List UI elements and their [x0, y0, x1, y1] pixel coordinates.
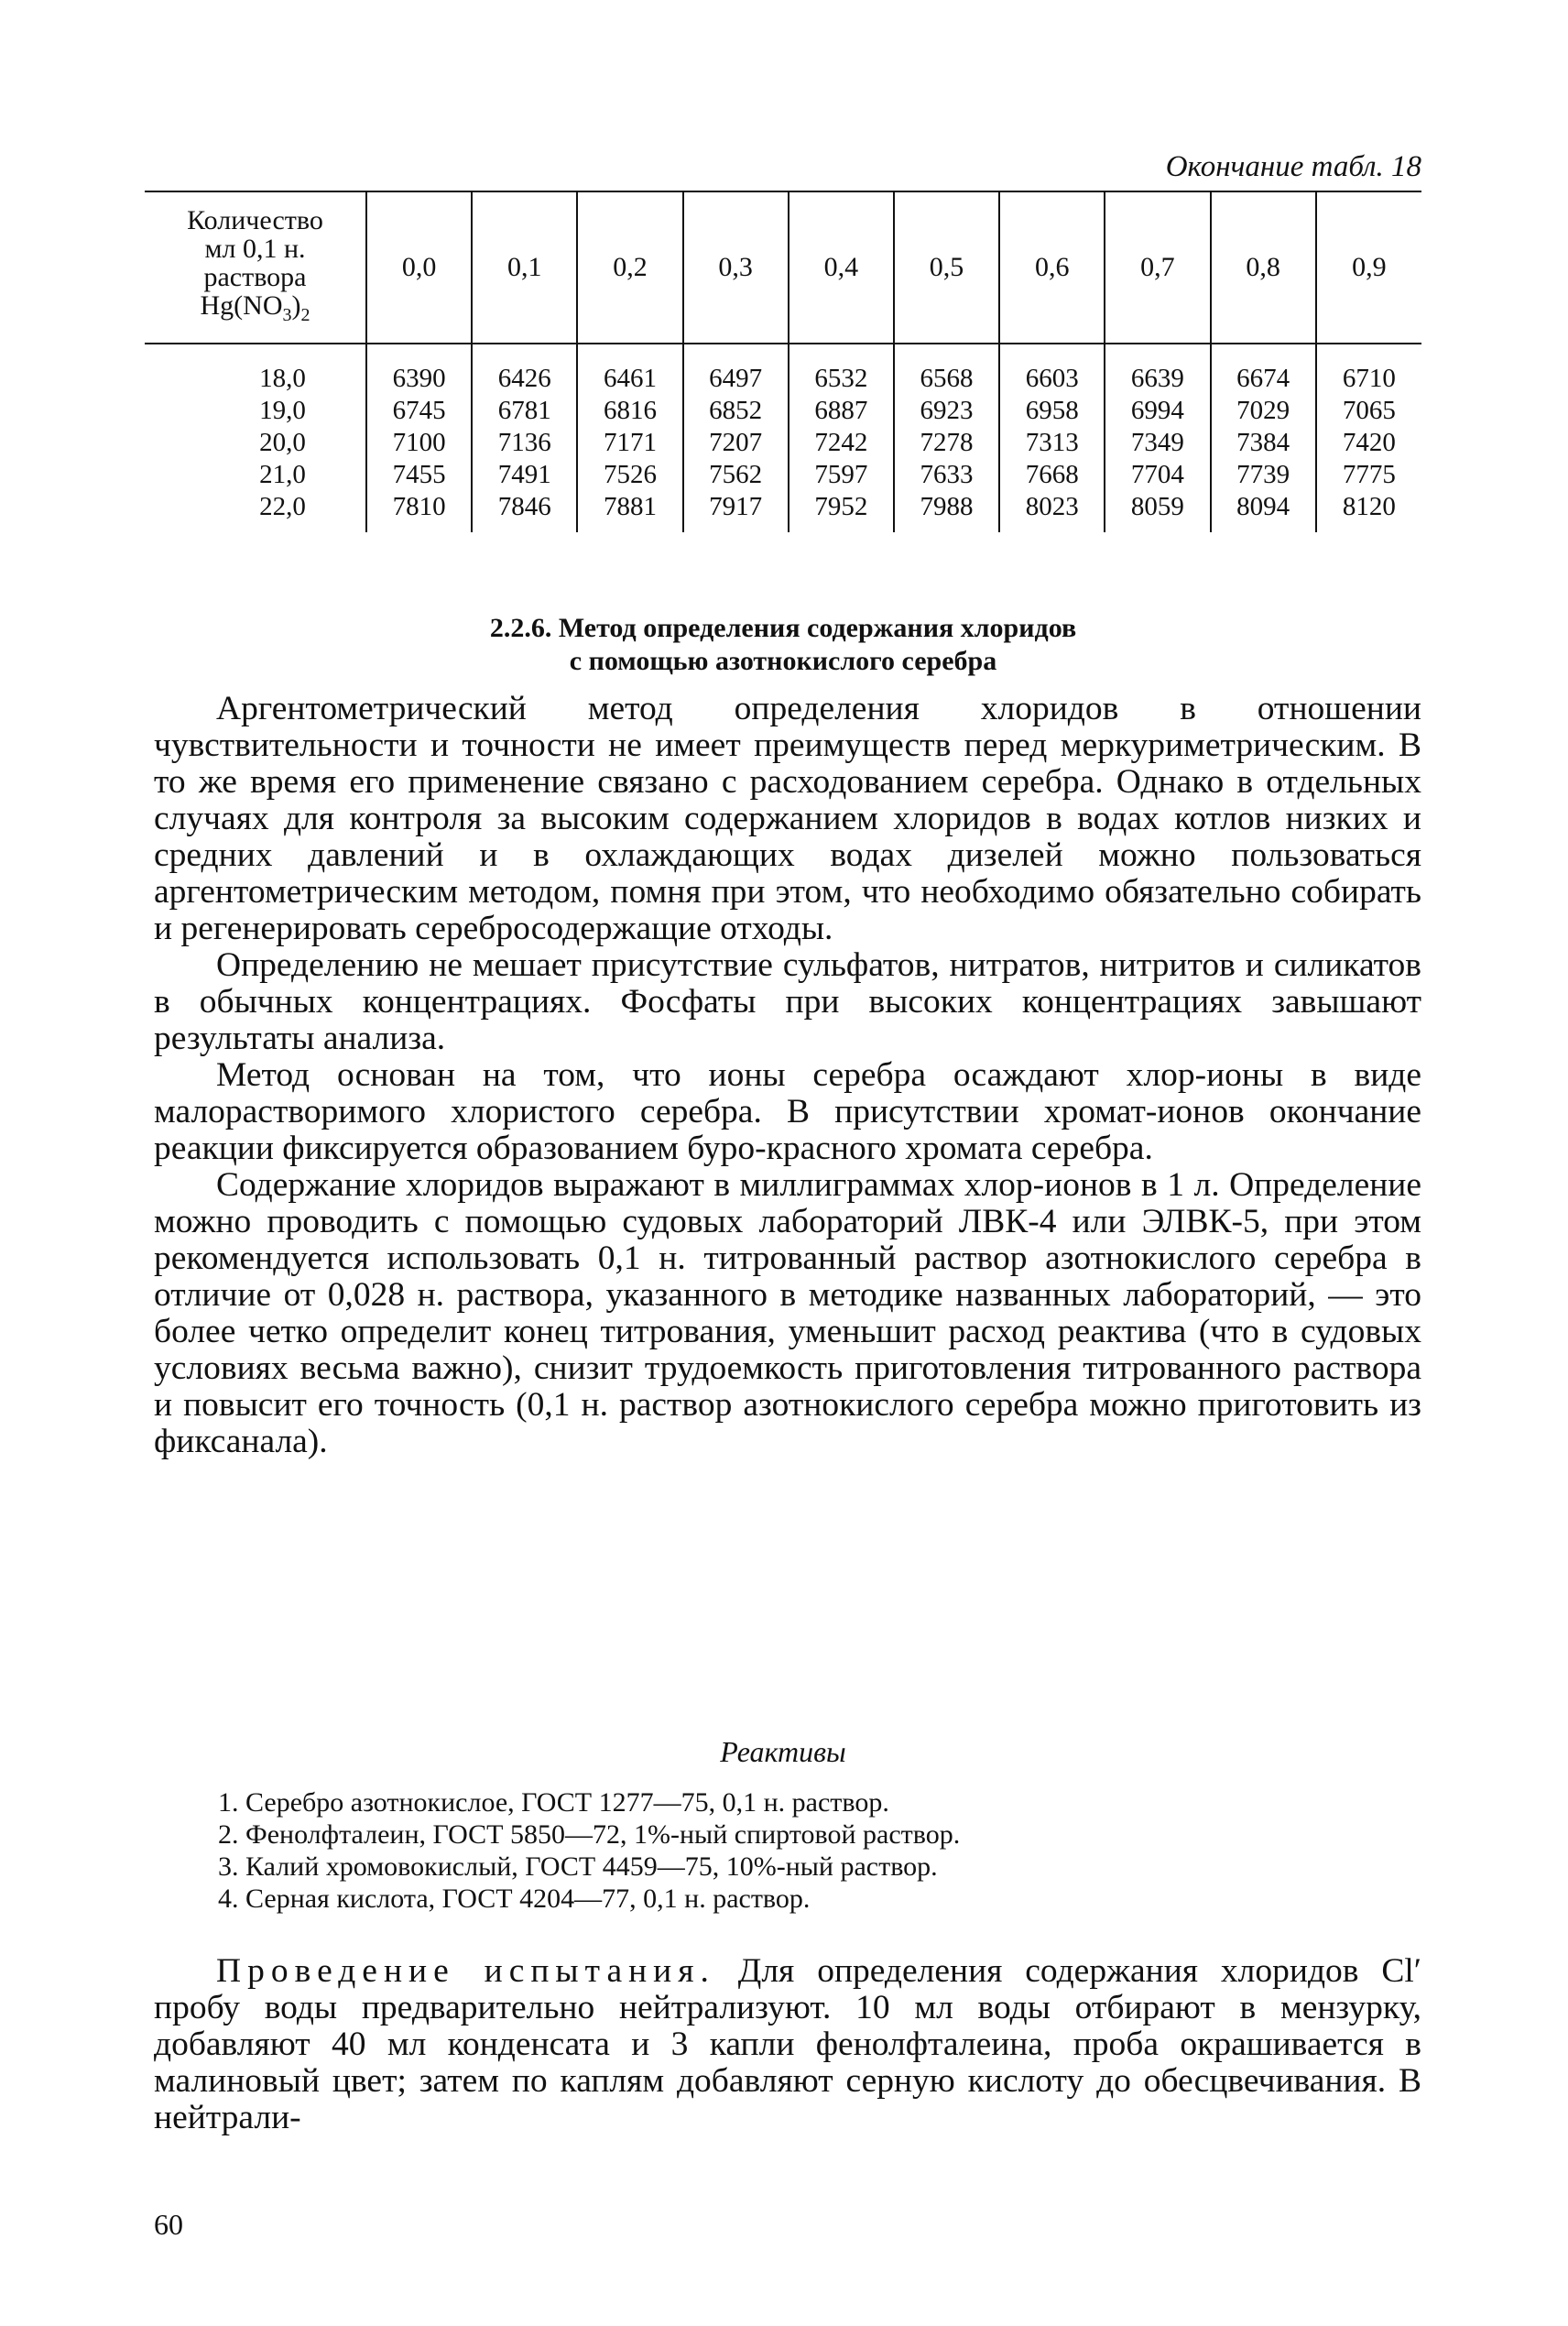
table-cell: 7775 [1316, 459, 1421, 491]
table-cell: 7704 [1105, 459, 1210, 491]
list-item: 4. Серная кислота, ГОСТ 4204—77, 0,1 н. раствор. [218, 1884, 811, 1914]
table-caption: Окончание табл. 18 [1165, 150, 1421, 183]
row-label-cell: 21,0 [259, 460, 306, 489]
row-label-cell: 19,0 [259, 396, 306, 425]
table-cell: 8023 [999, 491, 1105, 532]
table-cell: 7881 [577, 491, 682, 532]
table-cell: 7668 [999, 459, 1105, 491]
column-header-value: 0,6 [999, 191, 1105, 344]
table-cell: 7917 [683, 491, 789, 532]
table-cell: 7455 [366, 459, 472, 491]
table-cell: 7597 [789, 459, 894, 491]
body-text [154, 691, 1421, 1460]
procedure-lead: Проведение испытания. [216, 1952, 715, 1990]
section-heading [145, 612, 1421, 678]
table-body [145, 344, 1421, 532]
table-cell: 8094 [1211, 491, 1316, 532]
column-header-label [145, 191, 366, 344]
table-cell: 7029 [1211, 395, 1316, 427]
table-cell: 7171 [577, 427, 682, 459]
section-title-line: 2.2.6. Метод определения содержания хлоридов [489, 613, 1077, 643]
table-cell: 6497 [683, 344, 789, 395]
paragraph: Метод основан на том, что ионы серебра осаждают хлор-ионы в виде малорастворимого хлористого серебра. В присутствии хромат-ионов окончание реакции фиксируется образованием буро-красного хромата серебра. [154, 1056, 1421, 1167]
row-label-cell: 18,0 [259, 364, 306, 393]
reagents-list [218, 1786, 1409, 1915]
row-label-cell: 20,0 [259, 428, 306, 457]
table-row [145, 427, 1421, 459]
table-cell: 6887 [789, 395, 894, 427]
paragraph: Содержание хлоридов выражают в миллиграммах хлор-ионов в 1 л. Определение можно проводить с помощью судовых лабораторий ЛВК-4 или ЭЛВК-5, при этом рекомендуется использовать 0,1 н. титрованный раствор азотнокислого серебра в отличие от 0,028 н. раствора, указанного в методике названных лабораторий, — это более четко определит конец титрования, уменьшит расход реактива (что в судовых условиях весьма важно), снизит трудоемкость приготовления титрованного раствора и повысит его точность (0,1 н. раствор азотнокислого серебра можно приготовить из фиксанала). [154, 1166, 1421, 1460]
column-header-value: 0,5 [894, 191, 999, 344]
list-item: 3. Калий хромовокислый, ГОСТ 4459—75, 10%-ный раствор. [218, 1851, 938, 1882]
table-cell: 7384 [1211, 427, 1316, 459]
column-header-value: 0,0 [366, 191, 472, 344]
header-label-line: раствора [203, 261, 307, 292]
list-item: 2. Фенолфталеин, ГОСТ 5850—72, 1%-ный спиртовой раствор. [218, 1819, 961, 1850]
header-label-line: мл 0,1 н. [204, 233, 306, 264]
table-cell: 7739 [1211, 459, 1316, 491]
procedure-text [154, 1953, 1421, 2136]
column-header-value: 0,8 [1211, 191, 1316, 344]
table-cell: 8059 [1105, 491, 1210, 532]
table-cell: 6603 [999, 344, 1105, 395]
row-label-cell: 22,0 [259, 492, 306, 521]
table-cell: 7420 [1316, 427, 1421, 459]
column-header-value: 0,7 [1105, 191, 1210, 344]
table-cell: 7491 [472, 459, 577, 491]
table-cell: 7242 [789, 427, 894, 459]
reagents-title: Реактивы [720, 1735, 846, 1768]
table-cell: 6745 [366, 395, 472, 427]
table-cell: 6639 [1105, 344, 1210, 395]
table-row [145, 459, 1421, 491]
table-cell: 6426 [472, 344, 577, 395]
section-title-line: с помощью азотнокислого серебра [569, 646, 997, 676]
table-cell: 8120 [1316, 491, 1421, 532]
table-cell: 6710 [1316, 344, 1421, 395]
table-cell: 7988 [894, 491, 999, 532]
table-cell: 7952 [789, 491, 894, 532]
table-cell: 6568 [894, 344, 999, 395]
table-row [145, 395, 1421, 427]
table-cell: 6781 [472, 395, 577, 427]
table-cell: 6994 [1105, 395, 1210, 427]
table-cell: 7526 [577, 459, 682, 491]
table-row [145, 344, 1421, 395]
list-item: 1. Серебро азотнокислое, ГОСТ 1277—75, 0,1 н. раствор. [218, 1787, 889, 1818]
titration-table [145, 191, 1421, 532]
paragraph [154, 1953, 1421, 2136]
table-cell: 7846 [472, 491, 577, 532]
header-label-line: $Hg(NO_3)_2$ [200, 289, 310, 325]
column-header-value: 0,4 [789, 191, 894, 344]
table-cell: 6674 [1211, 344, 1316, 395]
procedure-body: Для определения содержания хлоридов Cl′ пробу воды предварительно нейтрализуют. 10 мл воды отбирают в мензурку, добавляют 40 мл конденсата и 3 капли фенолфталеина, проба окрашивается в малиновый цвет; затем по каплям добавляют серную кислоту до обесцвечивания. В нейтрали- [154, 1952, 1422, 2136]
table-cell: 6532 [789, 344, 894, 395]
table-cell: 7136 [472, 427, 577, 459]
table-cell: 7810 [366, 491, 472, 532]
column-header-value: 0,2 [577, 191, 682, 344]
header-label-line: Количество [187, 204, 323, 235]
table-cell: 6923 [894, 395, 999, 427]
page-number: 60 [154, 2208, 183, 2241]
table-cell: 7065 [1316, 395, 1421, 427]
table-cell: 7313 [999, 427, 1105, 459]
table-cell: 6461 [577, 344, 682, 395]
table-cell: 7100 [366, 427, 472, 459]
table-cell: 7278 [894, 427, 999, 459]
paragraph: Определению не мешает присутствие сульфатов, нитратов, нитритов и силикатов в обычных концентрациях. Фосфаты при высоких концентрациях завышают результаты анализа. [154, 946, 1421, 1057]
column-header-value: 0,9 [1316, 191, 1421, 344]
table-cell: 7349 [1105, 427, 1210, 459]
table-cell: 6816 [577, 395, 682, 427]
table-header-row [145, 191, 1421, 344]
table-cell: 7633 [894, 459, 999, 491]
column-header-value: 0,3 [683, 191, 789, 344]
table-cell: 6958 [999, 395, 1105, 427]
column-header-value: 0,1 [472, 191, 577, 344]
table-cell: 6852 [683, 395, 789, 427]
paragraph: Аргентометрический метод определения хлоридов в отношении чувствительности и точности не имеет преимуществ перед меркуриметрическим. В то же время его применение связано с расходованием серебра. Однако в отдельных случаях для контроля за высоким содержанием хлоридов в водах котлов низких и средних давлений и в охлаждающих водах дизелей можно пользоваться аргентометрическим методом, помня при этом, что необходимо обязательно собирать и регенерировать серебросодержащие отходы. [154, 690, 1421, 947]
table-row [145, 491, 1421, 532]
table-cell: 7562 [683, 459, 789, 491]
table-cell: 6390 [366, 344, 472, 395]
table-cell: 7207 [683, 427, 789, 459]
